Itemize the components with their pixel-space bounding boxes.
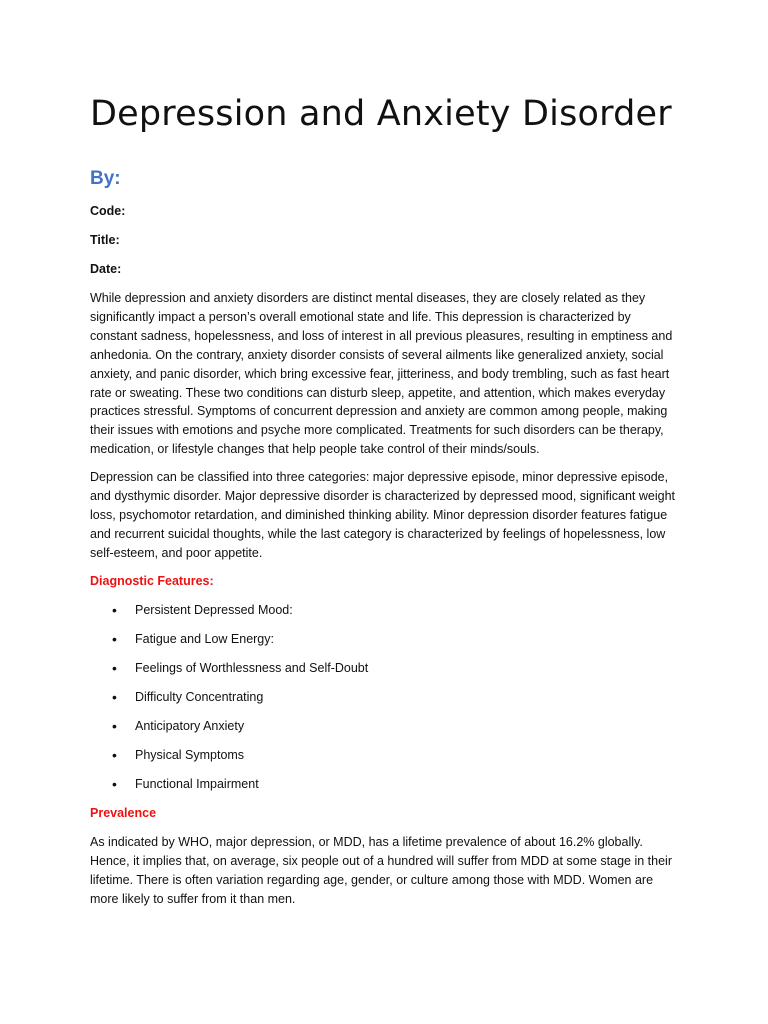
bullet-icon: • xyxy=(112,689,117,705)
diagnostic-features-list xyxy=(90,600,590,803)
prevalence-paragraph: As indicated by WHO, major depression, or MDD, has a lifetime prevalence of about 16.2% globally. Hence, it implies that, on average, six people out of a hundred will suffer from MDD at some stage in their lifetime. There is often variation regarding age, gender, or culture among those with MDD. Women are more likely to suffer from it than men. xyxy=(90,835,673,906)
author-by-label: By: xyxy=(90,168,121,189)
document-title: Depression and Anxiety Disorder xyxy=(90,94,672,134)
list-item xyxy=(90,716,590,745)
list-item-text: Fatigue and Low Energy: xyxy=(135,632,274,646)
list-item-text: Anticipatory Anxiety xyxy=(135,719,245,733)
bullet-icon: • xyxy=(112,602,117,618)
list-item-text: Physical Symptoms xyxy=(135,748,245,762)
list-item xyxy=(90,745,590,774)
title-label: Title: xyxy=(90,233,120,247)
list-item-text: Difficulty Concentrating xyxy=(135,690,264,704)
list-item xyxy=(90,600,590,629)
classification-paragraph: Depression can be classified into three categories: major depressive episode, minor depressive episode, and dysthymic disorder. Major depressive disorder is characterized by depressed mood, significant weight loss, psychomotor retardation, and diminished thinking ability. Minor depression disorder features fatigue and recurrent suicidal thoughts, while the last category is characterized by feelings of hopelessness, low self-esteem, and poor appetite. xyxy=(90,470,676,560)
code-label: Code: xyxy=(90,204,126,218)
bullet-icon: • xyxy=(112,747,117,763)
list-item-text: Functional Impairment xyxy=(135,777,259,791)
list-item xyxy=(90,687,590,716)
bullet-icon: • xyxy=(112,718,117,734)
diagnostic-features-heading: Diagnostic Features: xyxy=(90,574,214,588)
prevalence-heading: Prevalence xyxy=(90,806,157,820)
date-label: Date: xyxy=(90,262,122,276)
bullet-icon: • xyxy=(112,660,117,676)
bullet-icon: • xyxy=(112,631,117,647)
list-item xyxy=(90,629,590,658)
list-item xyxy=(90,658,590,687)
intro-paragraph: While depression and anxiety disorders are distinct mental diseases, they are closely related as they significantly impact a person’s overall emotional state and life. This depression is characterized by constant sadness, hopelessness, and loss of interest in all previous pleasures, resulting in emptiness and anhedonia. On the contrary, anxiety disorder consists of several ailments like generalized anxiety, social anxiety, and panic disorder, which bring excessive fear, jitteriness, and body trembling, such as fast heart rate or sweating. These two conditions can disturb sleep, appetite, and attention, which makes everyday practices stressful. Symptoms of concurrent depression and anxiety are common among people, making their issues with emotions and psyche more complicated. Treatments for such disorders can be therapy, medication, or lifestyle changes that help people take control of their minds/souls. xyxy=(90,291,673,457)
list-item xyxy=(90,774,590,803)
bullet-icon: • xyxy=(112,776,117,792)
list-item-text: Persistent Depressed Mood: xyxy=(135,603,293,617)
list-item-text: Feelings of Worthlessness and Self-Doubt xyxy=(135,661,369,675)
